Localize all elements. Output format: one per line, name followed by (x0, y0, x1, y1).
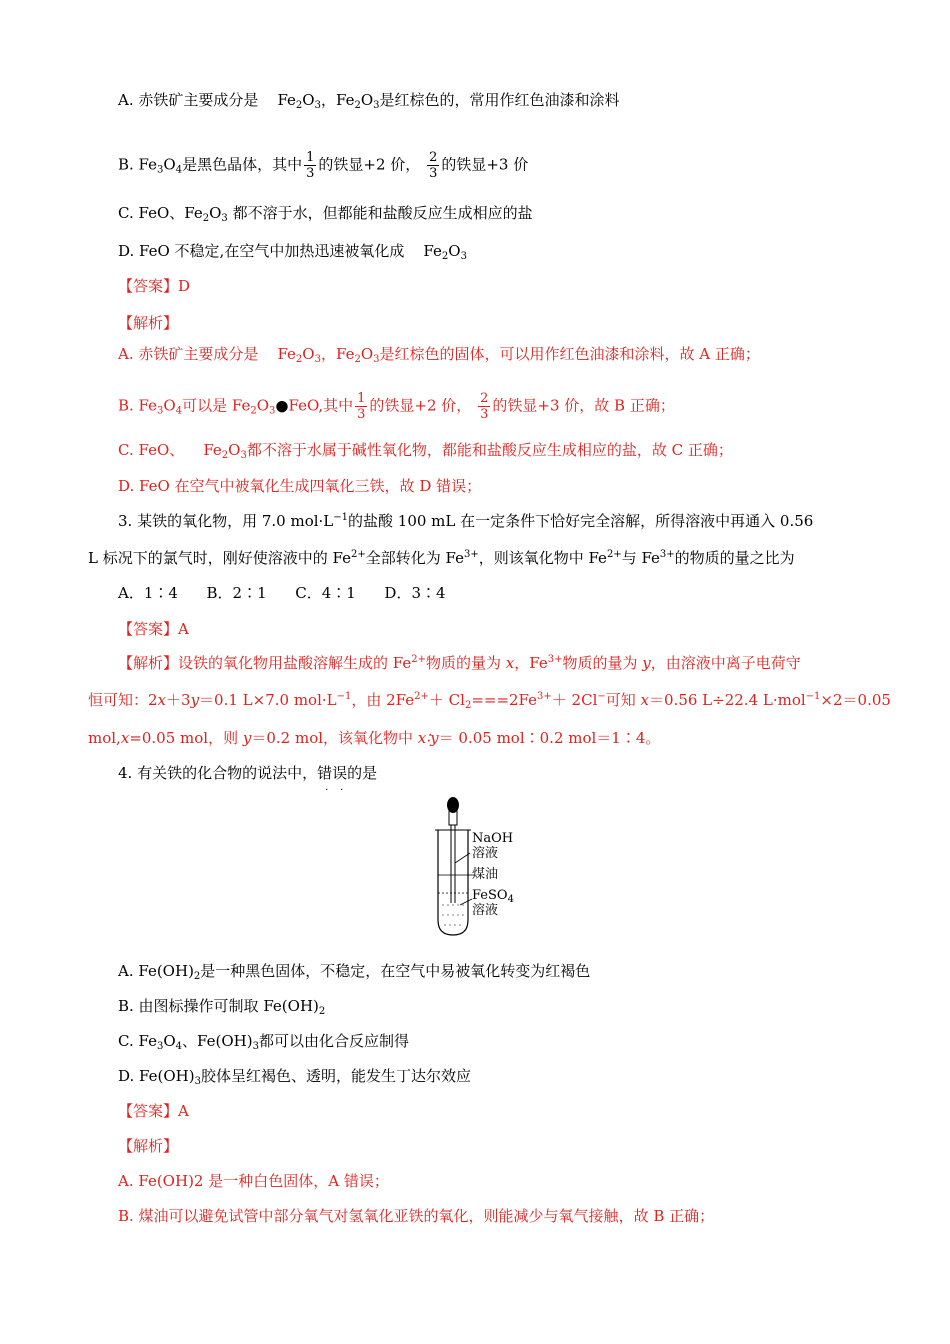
fraction-one-third: $\frac{1}{3}$ (306, 150, 315, 181)
q3-options: A．1∶4 B．2∶1 C．4∶1 D．3∶4 (118, 584, 446, 602)
q2-analysis-b: B. $Fe_3O_4$可以是 $Fe_2O_3●FeO$,其中 $\frac{1}{3}$ 的铁显+2 价， $\frac{2}{3}$ 的铁显+3 价，故 B 正确； (118, 391, 675, 422)
fraction-one-third-analysis: $\frac{1}{3}$ (357, 391, 366, 422)
q2-analysis-d: D. FeO 在空气中被氧化生成四氧化三铁，故 D 错误； (118, 477, 482, 495)
q3-answer: 【答案】A (118, 620, 189, 638)
dropper-neck (449, 811, 457, 825)
label-naoh: NaOH (472, 831, 514, 846)
label-naoh-solution: 溶液 (472, 846, 499, 861)
q2-option-d: D. FeO 不稳定,在空气中加热迅速被氧化成 $Fe_2O_3$ (118, 242, 467, 262)
q4-answer: 【答案】A (118, 1102, 189, 1120)
q2-analysis-c: C. FeO、 $Fe_2O_3$都不溶于水属于碱性氧化物，都能和盐酸反应生成相应的盐，故 C 正确； (118, 441, 733, 461)
q2-analysis-label: 【解析】 (118, 314, 179, 332)
label-feso4: FeSO$_4$ (472, 888, 514, 905)
q4-analysis-b: B. 煤油可以避免试管中部分氧气对氢氧化亚铁的氧化，则能减少与氧气接触，故 B 正确； (118, 1207, 715, 1225)
q2-option-b: B. $Fe_3O_4$是黑色晶体，其中 $\frac{1}{3}$ 的铁显+2 价， $\frac{2}{3}$ 的铁显+3 价 (118, 150, 529, 181)
q4-analysis-label: 【解析】 (118, 1137, 179, 1155)
q3-analysis-line2: 恒可知：2x＋3y＝0.1 L×7.0 $mol\cdot L^{-1}$，由 $2Fe^{2+}+ Cl_2===2Fe^{3+}+ 2Cl^-$可知 x＝0.56 L÷22.4 L·mol$^{-1}$×2＝0.05 (88, 691, 891, 711)
figure-labels (472, 831, 514, 918)
q3-analysis-line3: mol,x=0.05 mol，则 y＝0.2 mol，该氧化物中 x∶y＝ 0.05 mol∶0.2 mol＝1∶4。 (88, 729, 661, 747)
q2-option-c: C. FeO、$Fe_2O_3$ 都不溶于水，但都能和盐酸反应生成相应的盐 (118, 204, 533, 224)
q3-analysis-line1: 【解析】设铁的氧化物用盐酸溶解生成的 $Fe^{2+}$物质的量为 x，$Fe^{3+}$物质的量为 y，由溶液中离子电荷守 (118, 654, 801, 672)
q2-answer: 【答案】D (118, 277, 191, 295)
q4-option-a: A. $Fe(OH)_2$是一种黑色固体，不稳定，在空气中易被氧化转变为红褐色 (118, 962, 591, 982)
q2-option-a: A. 赤铁矿主要成分是 $Fe_2O_3$，$Fe_2O_3$是红棕色的，常用作红色油漆和涂料 (118, 91, 620, 111)
fraction-two-thirds-analysis: $\frac{2}{3}$ (480, 391, 489, 422)
q4-option-d: D. $Fe(OH)_3$胶体呈红褐色、透明，能发生丁达尔效应 (118, 1067, 471, 1087)
label-feso4-solution: 溶液 (472, 903, 499, 918)
q4-analysis-a: A. Fe(OH)2 是一种白色固体，A 错误； (118, 1172, 389, 1190)
q4-stem: 4. 有关铁的化合物的说法中，错误 · · 的是 (118, 764, 378, 796)
q4-option-b: B. 由图标操作可制取 $Fe(OH)_2$ (118, 997, 326, 1017)
test-tube (438, 830, 468, 935)
test-tube-figure (420, 795, 530, 944)
emphasis-wrong: 错误 · · (317, 764, 348, 796)
fraction-two-thirds: $\frac{2}{3}$ (429, 150, 438, 181)
q4-option-c: C. $Fe_3O_4$、$Fe(OH)_3$都可以由化合反应制得 (118, 1032, 409, 1052)
dot-symbol: ● (275, 396, 289, 415)
label-kerosene: 煤油 (472, 867, 499, 882)
q3-stem-line2: L 标况下的氯气时，刚好使溶液中的 $Fe^{2+}$全部转化为 $Fe^{3+}$，则该氧化物中 $Fe^{2+}$与 $Fe^{3+}$的物质的量之比为 (88, 549, 795, 567)
q3-stem-line1: 3. 某铁的氧化物，用 7.0 $mol\cdot L^{-1}$的盐酸 100 mL 在一定条件下恰好完全溶解，所得溶液中再通入 0.56 (118, 512, 814, 530)
leader-feso4 (460, 899, 472, 905)
q2-analysis-a: A. 赤铁矿主要成分是 $Fe_2O_3$，$Fe_2O_3$是红棕色的固体，可以用作红色油漆和涂料，故 A 正确； (118, 345, 760, 365)
